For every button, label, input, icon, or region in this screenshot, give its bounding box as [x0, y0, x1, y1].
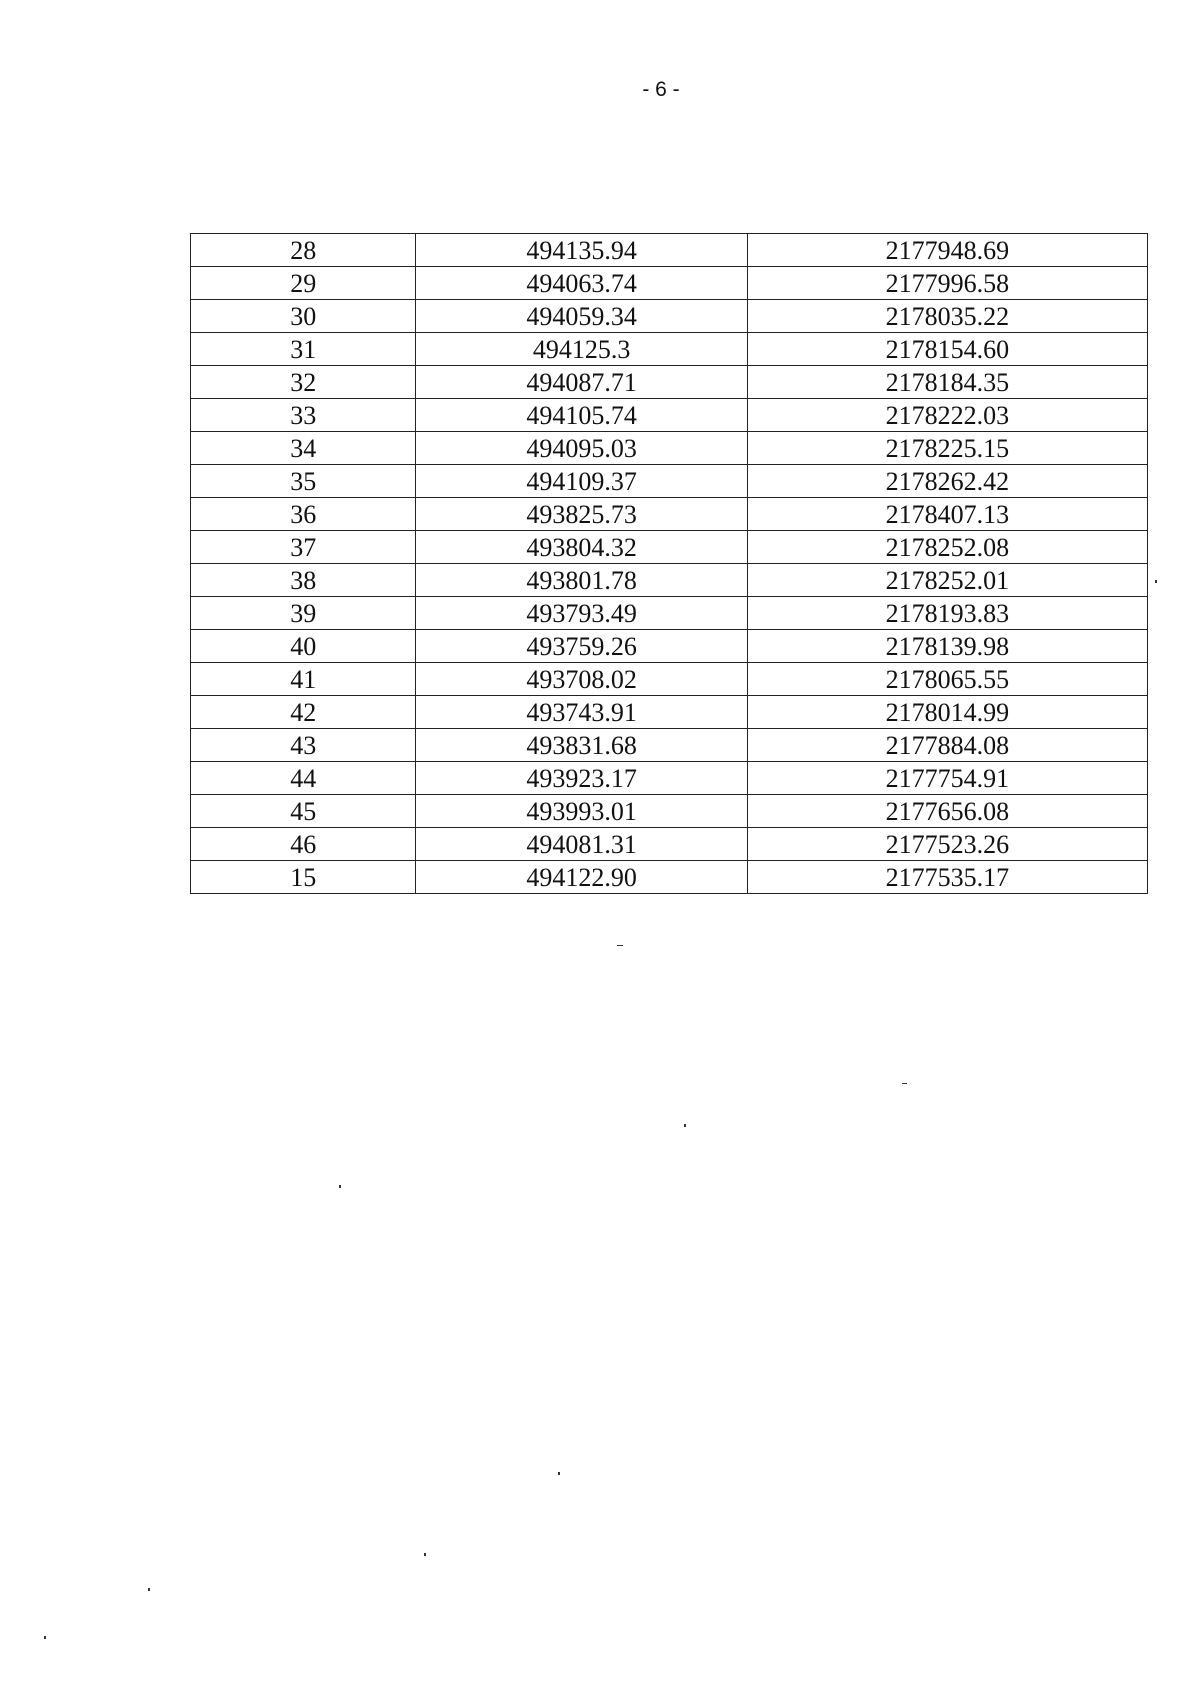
table-row [191, 531, 1148, 564]
y-coordinate-cell: 2177884.08 [747, 729, 1147, 762]
y-coordinate-cell: 2177996.58 [747, 267, 1147, 300]
point-number-cell: 30 [191, 300, 416, 333]
y-coordinate-cell: 2178065.55 [747, 663, 1147, 696]
x-coordinate-cell: 494081.31 [416, 828, 747, 861]
table-row [191, 828, 1148, 861]
x-coordinate-cell: 493801.78 [416, 564, 747, 597]
scan-speck [148, 1588, 150, 1591]
y-coordinate-cell: 2178222.03 [747, 399, 1147, 432]
point-number-cell: 34 [191, 432, 416, 465]
table-row [191, 465, 1148, 498]
point-number-cell: 41 [191, 663, 416, 696]
y-coordinate-cell: 2178262.42 [747, 465, 1147, 498]
x-coordinate-cell: 494059.34 [416, 300, 747, 333]
table-row [191, 234, 1148, 267]
scan-speck [684, 1124, 686, 1127]
point-number-cell: 37 [191, 531, 416, 564]
table-row [191, 333, 1148, 366]
table-row [191, 399, 1148, 432]
point-number-cell: 39 [191, 597, 416, 630]
point-number-cell: 29 [191, 267, 416, 300]
y-coordinate-cell: 2177948.69 [747, 234, 1147, 267]
point-number-cell: 44 [191, 762, 416, 795]
x-coordinate-cell: 493804.32 [416, 531, 747, 564]
y-coordinate-cell: 2178184.35 [747, 366, 1147, 399]
x-coordinate-cell: 493793.49 [416, 597, 747, 630]
x-coordinate-cell: 494135.94 [416, 234, 747, 267]
x-coordinate-cell: 493759.26 [416, 630, 747, 663]
x-coordinate-cell: 493825.73 [416, 498, 747, 531]
x-coordinate-cell: 494109.37 [416, 465, 747, 498]
point-number-cell: 15 [191, 861, 416, 894]
table-row [191, 861, 1148, 894]
y-coordinate-cell: 2178154.60 [747, 333, 1147, 366]
y-coordinate-cell: 2178139.98 [747, 630, 1147, 663]
scan-speck [339, 1185, 341, 1188]
table-row [191, 564, 1148, 597]
point-number-cell: 40 [191, 630, 416, 663]
x-coordinate-cell: 493708.02 [416, 663, 747, 696]
x-coordinate-cell: 493831.68 [416, 729, 747, 762]
table-row [191, 300, 1148, 333]
x-coordinate-cell: 494125.3 [416, 333, 747, 366]
x-coordinate-cell: 494087.71 [416, 366, 747, 399]
y-coordinate-cell: 2178225.15 [747, 432, 1147, 465]
scan-speck [558, 1472, 560, 1475]
y-coordinate-cell: 2177535.17 [747, 861, 1147, 894]
table-row [191, 498, 1148, 531]
x-coordinate-cell: 494105.74 [416, 399, 747, 432]
scan-speck [902, 1083, 907, 1084]
page-number: - 6 - [642, 78, 680, 101]
table-row [191, 795, 1148, 828]
table-row [191, 663, 1148, 696]
scan-speck [424, 1553, 426, 1556]
y-coordinate-cell: 2178014.99 [747, 696, 1147, 729]
table-row [191, 630, 1148, 663]
x-coordinate-cell: 494122.90 [416, 861, 747, 894]
point-number-cell: 32 [191, 366, 416, 399]
scan-speck [44, 1636, 46, 1639]
y-coordinate-cell: 2178252.08 [747, 531, 1147, 564]
table-row [191, 696, 1148, 729]
y-coordinate-cell: 2178193.83 [747, 597, 1147, 630]
point-number-cell: 42 [191, 696, 416, 729]
table-row [191, 762, 1148, 795]
table-row [191, 432, 1148, 465]
x-coordinate-cell: 494095.03 [416, 432, 747, 465]
y-coordinate-cell: 2178407.13 [747, 498, 1147, 531]
table-row [191, 729, 1148, 762]
point-number-cell: 36 [191, 498, 416, 531]
y-coordinate-cell: 2177754.91 [747, 762, 1147, 795]
coordinates-table-body [191, 234, 1148, 894]
x-coordinate-cell: 493993.01 [416, 795, 747, 828]
table-row [191, 267, 1148, 300]
point-number-cell: 43 [191, 729, 416, 762]
point-number-cell: 45 [191, 795, 416, 828]
x-coordinate-cell: 493923.17 [416, 762, 747, 795]
point-number-cell: 35 [191, 465, 416, 498]
y-coordinate-cell: 2178035.22 [747, 300, 1147, 333]
x-coordinate-cell: 494063.74 [416, 267, 747, 300]
x-coordinate-cell: 493743.91 [416, 696, 747, 729]
coordinates-table [190, 233, 1148, 894]
scan-speck [617, 945, 623, 946]
y-coordinate-cell: 2178252.01 [747, 564, 1147, 597]
table-row [191, 597, 1148, 630]
point-number-cell: 31 [191, 333, 416, 366]
point-number-cell: 28 [191, 234, 416, 267]
scan-speck [1155, 580, 1157, 583]
point-number-cell: 38 [191, 564, 416, 597]
y-coordinate-cell: 2177523.26 [747, 828, 1147, 861]
point-number-cell: 46 [191, 828, 416, 861]
table-row [191, 366, 1148, 399]
y-coordinate-cell: 2177656.08 [747, 795, 1147, 828]
point-number-cell: 33 [191, 399, 416, 432]
